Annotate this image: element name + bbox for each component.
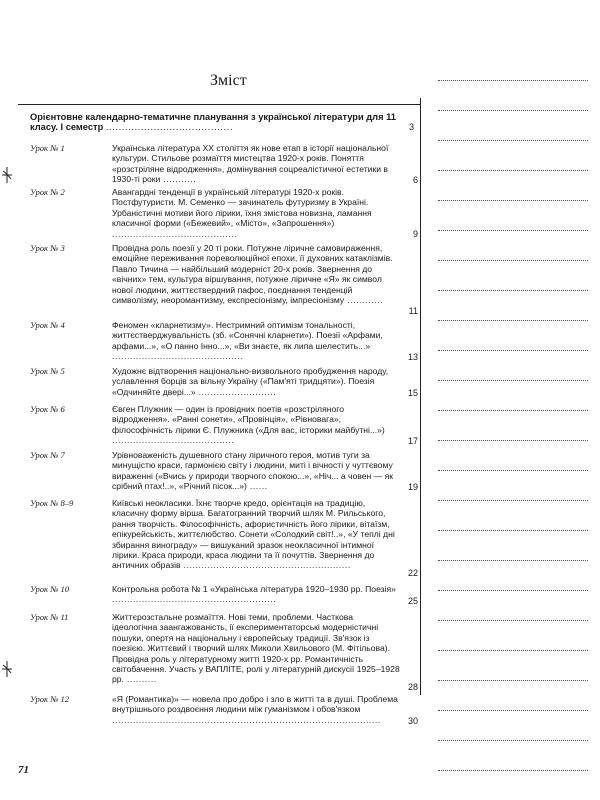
lesson-label: Урок № 2 bbox=[30, 187, 65, 197]
note-line bbox=[438, 80, 588, 81]
note-line bbox=[438, 710, 588, 711]
lesson-page: 15 bbox=[407, 387, 418, 398]
note-line bbox=[438, 740, 588, 741]
lesson-text: Київські неокласики. Їхнє творче кредо, орієнтація на традицію, класичну форму вірша. Багатогранний творчий шлях М. Рильського, рання творчість. Філософічність, афористичність його лірики, вітаїзм, епікурейськість, життєлюбство. Сонети «Солодкий світ!..», «У теплі дні збирання винограду» — вишуканий зразок неокласичної інтимної лірики. Краса природи, краса людини та її почуттів. Звернення до античних образів bbox=[112, 498, 395, 571]
note-line bbox=[438, 530, 588, 531]
lesson-text: Авангардні тенденції в українській літературі 1920-х років. Постфутуристи. М. Семенко — зачинатель футуризму в Україні. Урбаністичні мотиви його лірики, їхня змістова новизна, ламання класичної форми («Бежевий», «Місто», «Запрошення») bbox=[112, 187, 372, 229]
leader-dots: .......................................................................................... bbox=[112, 714, 381, 725]
lesson-text: «Я (Романтика)» — новела про добро і зло в житті та в душі. Проблема внутрішнього роздвоєння людини між гуманізмом і обов'язком bbox=[112, 694, 398, 715]
lesson-text: Українська література ХХ століття як нове етап в історії національної культури. Стильове розмаїття мистецтва 1920-х років. Поняття «розстріляне відродження», домінування соцреалістичної естетики в 1930-ті роки bbox=[112, 143, 389, 185]
lesson-entry bbox=[20, 366, 420, 398]
lesson-entry bbox=[20, 187, 420, 239]
note-line bbox=[438, 770, 588, 771]
leader-dots: ........................................ bbox=[105, 122, 234, 133]
note-line bbox=[438, 650, 588, 651]
note-line bbox=[438, 200, 588, 201]
lesson-page: 28 bbox=[407, 681, 418, 692]
lesson-entry bbox=[20, 498, 420, 578]
lesson-page: 25 bbox=[407, 595, 418, 606]
note-line bbox=[438, 500, 588, 501]
lesson-entry bbox=[20, 243, 420, 316]
lesson-text: Художнє відтворення національно-визвольного пробудження народу, уславлення борців за вільну Україну («Пам'яті тридцяти»). Поезія «Одчиняйте двері...» bbox=[112, 366, 389, 397]
page-title: Зміст bbox=[210, 72, 247, 89]
margin-mark-icon bbox=[1, 166, 13, 184]
intro-page: 3 bbox=[408, 122, 414, 133]
lesson-page: 19 bbox=[407, 481, 418, 492]
leader-dots: ........................................................ bbox=[180, 560, 351, 571]
lesson-entry bbox=[20, 143, 420, 185]
lesson-page: 22 bbox=[407, 567, 418, 578]
lesson-page: 13 bbox=[407, 351, 418, 362]
lesson-entry bbox=[20, 584, 420, 606]
note-line bbox=[438, 380, 588, 381]
leader-dots: ...... bbox=[246, 481, 268, 492]
note-line bbox=[438, 260, 588, 261]
note-line bbox=[438, 140, 588, 141]
note-line bbox=[438, 470, 588, 471]
column-divider bbox=[420, 98, 421, 695]
lesson-entry bbox=[20, 450, 420, 492]
note-line bbox=[438, 680, 588, 681]
lesson-page: 9 bbox=[412, 228, 418, 239]
margin-mark-icon bbox=[1, 660, 13, 678]
lesson-label: Урок № 3 bbox=[30, 243, 65, 253]
lesson-text: Провідна роль поезії у 20 ті роки. Потужне ліричне самовираження, емоційне переживання пореволюційної епохи, її духовних катаклізмів. Павло Тичина — найбільший модерніст 20-х років. Звернення до «вічних» тем, культура віршування, потужне ліричне «Я» як символ нової людини, життєствердний пафос, поєднання тенденцій символізму, неоромантизму, експресіонізму, імпресіонізму bbox=[112, 243, 393, 306]
leader-dots: ....................................................... bbox=[112, 594, 277, 605]
lesson-label: Урок № 6 bbox=[30, 404, 65, 414]
note-line bbox=[438, 110, 588, 111]
lesson-label: Урок № 11 bbox=[30, 612, 69, 622]
page-number: 71 bbox=[18, 764, 29, 776]
lesson-label: Урок № 10 bbox=[30, 584, 70, 594]
intro-entry bbox=[30, 112, 414, 133]
lesson-label: Урок № 4 bbox=[30, 320, 65, 330]
leader-dots: ........... bbox=[160, 174, 197, 185]
lesson-text: Феномен «кларнетизму». Нестримний оптимізм тональності, життєстверджувальність (зб. «Сонячні кларнети»). Поезії «Арфами, арфами...», «О панно Інно...», «Ви знаєте, як липа шелестить...» bbox=[112, 320, 383, 351]
note-line bbox=[438, 560, 588, 561]
lesson-label: Урок № 7 bbox=[30, 450, 65, 460]
lesson-entry bbox=[20, 404, 420, 446]
lesson-page: 11 bbox=[408, 305, 418, 316]
note-line bbox=[438, 230, 588, 231]
lesson-text: Урівноваженість душевного стану ліричного героя, мотив туги за минущістю краси, гармонією світу і людини, миті і вічності у чуттєвому вираженні («Вчись у природи творчого спокою...», «Ніч... а човен — як срібний птах!..», «Річний пісок...») bbox=[112, 450, 394, 492]
lesson-label: Урок № 8–9 bbox=[30, 498, 74, 508]
note-line bbox=[438, 350, 588, 351]
leader-dots: .......... bbox=[123, 674, 157, 685]
leader-dots: ............ bbox=[344, 295, 384, 306]
lesson-page: 17 bbox=[407, 435, 418, 446]
note-line bbox=[438, 290, 588, 291]
lesson-text: Життєрозстальне розмаїття. Нові теми, проблеми. Часткова ідеологічна заангажованість, ії експериментаторські модерністичні пошуки, опертя на національну і європейську традиції. Зв'язок із поезією. Життєвий і творчий шлях Миколи Хвильового (М. Фітільова). Провідна роль у літературному житті 1920-х рр. Романтичність світобачення. Участь у ВАПЛІТЕ, ролі у літературній дискусії 1925–1928 рр. bbox=[112, 612, 400, 685]
lesson-page: 6 bbox=[412, 174, 418, 185]
leader-dots: .......................................... bbox=[112, 228, 238, 239]
leader-dots: ......................................... bbox=[112, 435, 235, 446]
lesson-text: Контрольна робота № 1 «Українська література 1920–1930 рр. Поезія» bbox=[112, 584, 396, 594]
note-line bbox=[438, 170, 588, 171]
lesson-entry bbox=[20, 320, 420, 362]
lesson-text: Євген Плужник — один із провідних поетів «розстріляного відродження». «Ранні сонети», «Провінція», «Рівновага», філософічність лірики Є. Плужника («Для вас, історики майбутні...») bbox=[112, 404, 385, 435]
header-rule bbox=[18, 104, 420, 105]
lesson-label: Урок № 5 bbox=[30, 366, 65, 376]
note-line bbox=[438, 620, 588, 621]
leader-dots: ............................................ bbox=[112, 351, 244, 362]
lesson-entry bbox=[20, 612, 420, 692]
lesson-entry bbox=[20, 694, 420, 726]
lesson-page: 30 bbox=[407, 715, 418, 726]
leader-dots: .......................... bbox=[195, 386, 277, 397]
intro-text: Орієнтовне календарно-тематичне планування з української літератури для 11 класу. І семестр bbox=[30, 112, 396, 133]
note-line bbox=[438, 440, 588, 441]
note-line bbox=[438, 590, 588, 591]
note-line bbox=[438, 410, 588, 411]
lesson-label: Урок № 1 bbox=[30, 143, 65, 153]
note-line bbox=[438, 320, 588, 321]
lesson-label: Урок № 12 bbox=[30, 694, 70, 704]
